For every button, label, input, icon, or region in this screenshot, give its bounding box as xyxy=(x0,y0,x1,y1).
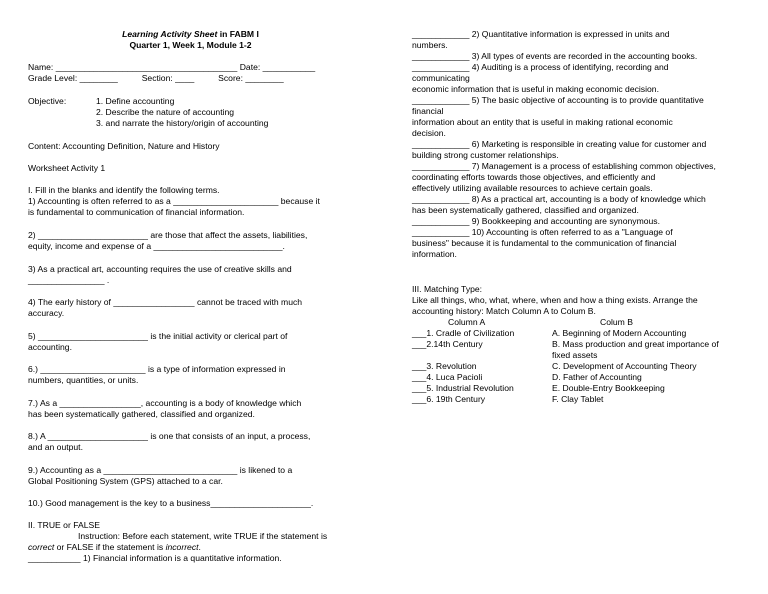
q10-line[interactable]: 10.) Good management is the key to a business_____________________. xyxy=(28,498,314,508)
tf-item-4-line-2: communicating xyxy=(412,73,470,83)
tf-item-7-line-2: coordinating efforts towards those objectives, and efficiently and xyxy=(412,172,656,182)
q3-line-1: 3) As a practical art, accounting requires the use of creative skills and xyxy=(28,264,292,274)
column-a-header: Column A xyxy=(448,317,486,327)
match-a-5[interactable]: ___5. Industrial Revolution xyxy=(412,383,514,393)
tf-item-8-line-2: has been systematically gathered, classified and organized. xyxy=(412,205,639,215)
sheet-title xyxy=(28,29,353,40)
q4-line-1[interactable]: 4) The early history of _________________ cannot be traced with much xyxy=(28,297,303,307)
tf-item-4-line-1[interactable]: ____________ 4) Auditing is a process of identifying, recording and xyxy=(412,62,669,72)
tf-item-5-line-1[interactable]: ____________ 5) The basic objective of accounting is to provide quantitative xyxy=(412,95,704,105)
tf-item-8-line-1[interactable]: ____________ 8) As a practical art, accounting is a body of knowledge which xyxy=(412,194,706,204)
q4-line-2: accuracy. xyxy=(28,308,65,318)
tf-item-2-line-2: numbers. xyxy=(412,40,448,50)
match-b-a: A. Beginning of Modern Accounting xyxy=(552,328,687,338)
match-a-2[interactable]: ___2.14th Century xyxy=(412,339,483,349)
match-b-f: F. Clay Tablet xyxy=(552,394,604,404)
q7-line-2: has been systematically gathered, classified and organized. xyxy=(28,409,255,419)
part3-heading: III. Matching Type: xyxy=(412,284,483,294)
match-a-4[interactable]: ___4. Luca Pacioli xyxy=(412,372,483,382)
sheet-subtitle: Quarter 1, Week 1, Module 1-2 xyxy=(129,40,252,50)
part2-instruction-line-1: Instruction: Before each statement, write TRUE if the statement is xyxy=(78,531,328,541)
instruction-middle: or FALSE if the statement is xyxy=(54,542,166,552)
objective-item-1: 1. Define accounting xyxy=(96,96,175,106)
tf-item-10-line-1[interactable]: ____________ 10) Accounting is often referred to as a "Language of xyxy=(412,227,673,237)
tf-item-1[interactable]: ___________ 1) Financial information is a quantitative information. xyxy=(28,553,282,563)
match-a-6[interactable]: ___6. 19th Century xyxy=(412,394,486,404)
q1-line-2: is fundamental to communication of financial information. xyxy=(28,207,245,217)
tf-item-9[interactable]: ____________ 9) Bookkeeping and accounting are synonymous. xyxy=(412,216,660,226)
grade-section-score-field[interactable]: Grade Level: ________ Section: ____ Score: ________ xyxy=(28,73,284,83)
match-b-b-line-1: B. Mass production and great importance of xyxy=(552,339,719,349)
tf-item-10-line-2: business" because it is fundamental to the communication of financial xyxy=(412,238,677,248)
part1-heading: I. Fill in the blanks and identify the following terms. xyxy=(28,185,220,195)
q6-line-1[interactable]: 6.) ______________________ is a type of information expressed in xyxy=(28,364,286,374)
objective-item-3: 3. and narrate the history/origin of accounting xyxy=(96,118,269,128)
objective-label: Objective: xyxy=(28,96,67,106)
part2-instruction-line-2 xyxy=(28,542,201,553)
tf-item-7-line-1[interactable]: ____________ 7) Management is a process of establishing common objectives, xyxy=(412,161,716,171)
word-incorrect: incorrect xyxy=(165,542,199,552)
tf-item-6-line-2: building strong customer relationships. xyxy=(412,150,559,160)
content-line: Content: Accounting Definition, Nature and History xyxy=(28,141,220,151)
q2-line-1[interactable]: 2) _______________________ are those that affect the assets, liabilities, xyxy=(28,230,308,240)
q5-line-2: accounting. xyxy=(28,342,72,352)
q7-line-1[interactable]: 7.) As a _________________, accounting is a body of knowledge which xyxy=(28,398,302,408)
tf-item-6-line-1[interactable]: ____________ 6) Marketing is responsible in creating value for customer and xyxy=(412,139,707,149)
tf-item-5-line-2: financial xyxy=(412,106,444,116)
part3-instruction-line-1: Like all things, who, what, where, when and how a thing exists. Arrange the xyxy=(412,295,698,305)
q8-line-1[interactable]: 8.) A _____________________ is one that consists of an input, a process, xyxy=(28,431,311,441)
instruction-end: . xyxy=(198,542,201,552)
tf-item-5-line-4: decision. xyxy=(412,128,446,138)
column-b-header: Colum B xyxy=(600,317,633,327)
q9-line-2: Global Positioning System (GPS) attached to a car. xyxy=(28,476,223,486)
match-b-d: D. Father of Accounting xyxy=(552,372,642,382)
tf-item-7-line-3: effectively utilizing available resources to achieve certain goals. xyxy=(412,183,653,193)
title-rest: in FABM I xyxy=(217,29,259,39)
q8-line-2: and an output. xyxy=(28,442,83,452)
tf-item-5-line-3: information about an entity that is useful in making rational economic xyxy=(412,117,673,127)
match-b-e: E. Double-Entry Bookkeeping xyxy=(552,383,665,393)
part2-heading: II. TRUE or FALSE xyxy=(28,520,100,530)
word-correct: correct xyxy=(28,542,55,552)
tf-item-2-line-1[interactable]: ____________ 2) Quantitative information is expressed in units and xyxy=(412,29,670,39)
objective-item-2: 2. Describe the nature of accounting xyxy=(96,107,235,117)
part3-instruction-line-2: accounting history: Match Column A to Colum B. xyxy=(412,306,596,316)
match-a-3[interactable]: ___3. Revolution xyxy=(412,361,477,371)
title-italic: Learning Activity Sheet xyxy=(122,29,218,39)
worksheet-activity-title: Worksheet Activity 1 xyxy=(28,163,106,173)
tf-item-3[interactable]: ____________ 3) All types of events are recorded in the accounting books. xyxy=(412,51,698,61)
match-a-1[interactable]: ___1. Cradle of Civilization xyxy=(412,328,515,338)
name-date-field[interactable]: Name: ______________________________________ Date: ___________ xyxy=(28,62,316,72)
q2-line-2[interactable]: equity, income and expense of a ___________________________. xyxy=(28,241,285,251)
match-b-c: C. Development of Accounting Theory xyxy=(552,361,697,371)
tf-item-4-line-3: economic information that is useful in making economic decision. xyxy=(412,84,659,94)
q6-line-2: numbers, quantities, or units. xyxy=(28,375,139,385)
q9-line-1[interactable]: 9.) Accounting as a ____________________________ is likened to a xyxy=(28,465,293,475)
q5-line-1[interactable]: 5) _______________________ is the initial activity or clerical part of xyxy=(28,331,288,341)
q3-line-2[interactable]: ________________ . xyxy=(28,275,110,285)
match-b-b-line-2: fixed assets xyxy=(552,350,598,360)
q1-line-1[interactable]: 1) Accounting is often referred to as a ______________________ because it xyxy=(28,196,320,206)
tf-item-10-line-3: information. xyxy=(412,249,457,259)
